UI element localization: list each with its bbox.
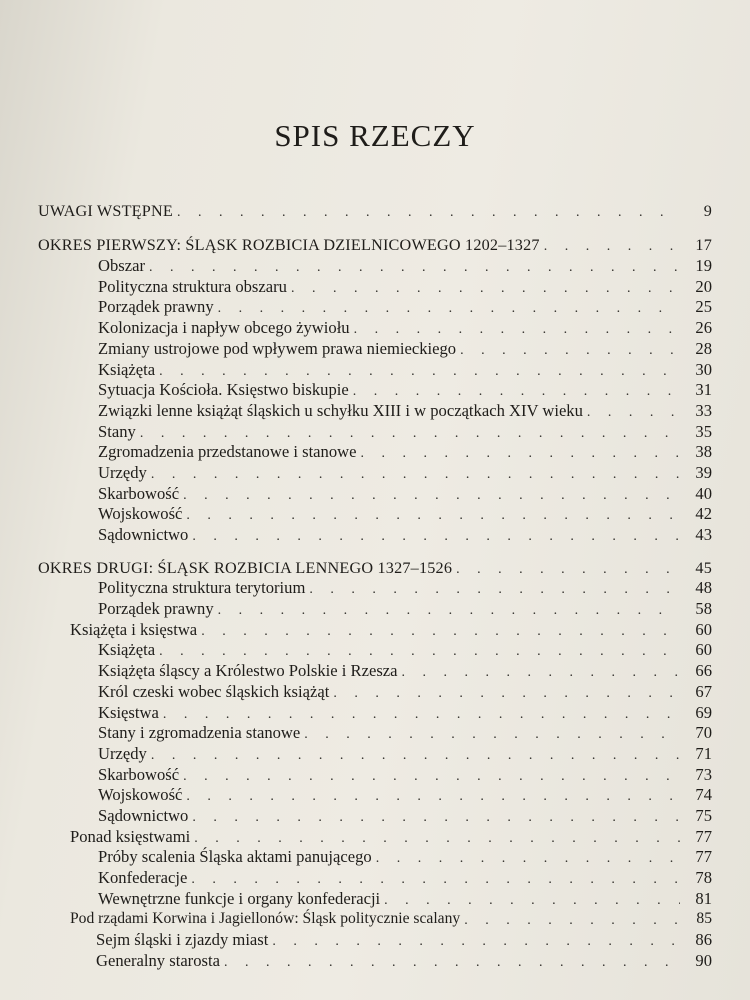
dot-leader — [159, 644, 680, 660]
dot-leader — [183, 769, 680, 785]
toc-entry-page: 77 — [695, 847, 712, 867]
toc-entry-label: Sejm śląski i zjazdy miast — [96, 930, 269, 950]
toc-entry-page: 43 — [695, 525, 712, 544]
toc-entry — [38, 297, 712, 318]
toc-entry-label: Sytuacja Kościoła. Księstwo biskupie — [98, 380, 349, 400]
dot-leader — [218, 301, 680, 317]
toc-entry-label: OKRES DRUGI: ŚLĄSK ROZBICIA LENNEGO 1327–1526 — [38, 558, 453, 577]
toc-entry — [38, 619, 712, 640]
toc-chapter — [38, 557, 712, 578]
dot-leader — [191, 872, 680, 888]
toc-chapter — [38, 235, 712, 256]
toc-entry — [38, 442, 712, 463]
toc-entry-page: 86 — [695, 930, 712, 950]
toc-entry-page: 78 — [695, 868, 712, 887]
toc-entry — [38, 421, 712, 442]
dot-leader — [333, 686, 680, 702]
toc-entry-label: Książęta śląscy a Królestwo Polskie i Rzesza — [98, 661, 398, 681]
dot-leader — [194, 831, 680, 847]
toc-entry-label: Porządek prawny — [98, 297, 214, 317]
toc-entry-label: UWAGI WSTĘPNE — [38, 201, 173, 220]
toc-entry-page: 58 — [695, 599, 712, 619]
toc-entry-label: Sądownictwo — [98, 805, 189, 825]
toc-entry-label: Wojskowość — [98, 504, 183, 524]
toc-entry — [38, 338, 712, 359]
toc-entry — [38, 504, 712, 525]
toc-entry-page: 19 — [695, 256, 712, 276]
dot-leader — [192, 810, 680, 826]
toc-entry — [38, 909, 712, 930]
toc-entry — [38, 524, 712, 545]
toc-entry-page: 31 — [695, 380, 712, 400]
toc-entry-page: 60 — [695, 619, 712, 639]
toc-entry-label: Polityczna struktura obszaru — [98, 276, 287, 296]
toc-entry — [38, 578, 712, 599]
toc-entry-page: 20 — [695, 276, 712, 296]
dot-leader — [384, 893, 680, 909]
toc-entry — [38, 785, 712, 806]
toc-entry-page: 60 — [695, 640, 712, 660]
toc-entry-page: 35 — [695, 421, 712, 441]
toc-entry — [38, 702, 712, 723]
toc-entry-label: Generalny starosta — [96, 950, 220, 970]
toc-entry-page: 67 — [695, 681, 712, 701]
toc-entry — [38, 805, 712, 826]
dot-leader — [291, 281, 680, 297]
toc-entry-label: Stany i zgromadzenia stanowe — [98, 723, 301, 743]
dot-leader — [192, 529, 680, 545]
dot-leader — [456, 562, 680, 578]
toc-entry-page: 30 — [695, 359, 712, 379]
toc-entry-label: Zmiany ustrojowe pod wpływem prawa niemieckiego — [98, 338, 457, 358]
toc-chapter — [38, 200, 712, 221]
toc-entry-page: 48 — [695, 578, 712, 598]
toc-entry-label: Skarbowość — [98, 764, 180, 784]
toc-entry-label: Związki lenne książąt śląskich u schyłku XIII i w początkach XIV wieku — [98, 400, 583, 420]
dot-leader — [360, 446, 680, 462]
toc-entry-page: 40 — [695, 483, 712, 503]
table-of-contents — [38, 200, 712, 971]
dot-leader — [464, 913, 680, 929]
dot-leader — [224, 955, 680, 971]
toc-entry-label: Kolonizacja i napływ obcego żywiołu — [98, 318, 350, 338]
toc-entry-label: Pod rządami Korwina i Jagiellonów: Śląsk politycznie scalany — [70, 910, 461, 928]
toc-entry — [38, 359, 712, 380]
dot-leader — [272, 934, 680, 950]
toc-entry-page: 9 — [703, 201, 712, 220]
toc-entry-label: Książęta i księstwa — [70, 619, 198, 639]
toc-entry-label: Ponad księstwami — [70, 826, 191, 846]
dot-leader — [186, 508, 680, 524]
toc-entry-label: Obszar — [98, 256, 145, 276]
toc-entry-page: 26 — [695, 318, 712, 338]
toc-entry-page: 85 — [696, 910, 712, 928]
toc-entry-label: Urzędy — [98, 743, 147, 763]
toc-entry — [38, 380, 712, 401]
toc-entry-label: Skarbowość — [98, 483, 180, 503]
toc-entry-page: 75 — [695, 805, 712, 825]
toc-entry-label: Konfederacje — [98, 868, 188, 887]
toc-entry-label: Urzędy — [98, 462, 147, 482]
dot-leader — [163, 707, 680, 723]
dot-leader — [304, 727, 680, 743]
dot-leader — [201, 624, 680, 640]
toc-entry — [38, 888, 712, 909]
toc-entry-page: 81 — [695, 888, 712, 908]
toc-entry-label: Porządek prawny — [98, 599, 214, 619]
toc-entry — [38, 400, 712, 421]
toc-entry — [38, 826, 712, 847]
page-title: SPIS RZECZY — [274, 118, 476, 153]
toc-entry-page: 33 — [695, 400, 712, 420]
toc-entry-page: 70 — [695, 723, 712, 743]
dot-leader — [151, 467, 680, 483]
toc-entry-page: 39 — [695, 462, 712, 482]
dot-leader — [353, 384, 680, 400]
toc-entry — [38, 723, 712, 744]
toc-entry — [38, 255, 712, 276]
toc-entry — [38, 598, 712, 619]
dot-leader — [354, 322, 680, 338]
dot-leader — [186, 789, 680, 805]
toc-entry — [38, 640, 712, 661]
toc-entry-page: 77 — [695, 826, 712, 846]
toc-entry — [38, 929, 712, 950]
dot-leader — [587, 405, 680, 421]
dot-leader — [218, 603, 680, 619]
toc-entry-label: Książęta — [98, 640, 156, 660]
toc-entry — [38, 483, 712, 504]
dot-leader — [159, 364, 680, 380]
toc-entry-label: Wewnętrzne funkcje i organy konfederacji — [98, 888, 381, 908]
toc-entry — [38, 867, 712, 888]
dot-leader — [149, 260, 680, 276]
toc-entry-label: Król czeski wobec śląskich książąt — [98, 681, 330, 701]
toc-entry-page: 66 — [695, 661, 712, 681]
toc-entry-page: 38 — [695, 442, 712, 462]
toc-entry-label: Próby scalenia Śląska aktami panującego — [98, 847, 372, 867]
dot-leader — [177, 205, 680, 221]
toc-entry — [38, 462, 712, 483]
toc-entry-label: Książęta — [98, 359, 156, 379]
toc-entry-page: 42 — [695, 504, 712, 524]
toc-entry-label: Wojskowość — [98, 785, 183, 805]
toc-entry — [38, 276, 712, 297]
toc-entry-label: Zgromadzenia przedstanowe i stanowe — [98, 442, 357, 462]
section-gap — [38, 221, 712, 235]
toc-entry-label: Stany — [98, 421, 136, 441]
toc-entry-page: 73 — [695, 764, 712, 784]
toc-entry-label: Sądownictwo — [98, 525, 189, 544]
toc-entry — [38, 764, 712, 785]
toc-entry-page: 90 — [695, 950, 712, 970]
dot-leader — [544, 239, 680, 255]
toc-entry-page: 17 — [695, 236, 712, 255]
dot-leader — [309, 582, 680, 598]
dot-leader — [460, 343, 680, 359]
toc-entry-label: Polityczna struktura terytorium — [98, 578, 306, 598]
toc-entry — [38, 660, 712, 681]
toc-entry-page: 28 — [695, 338, 712, 358]
toc-entry-page: 74 — [695, 785, 712, 805]
toc-entry-label: Księstwa — [98, 702, 159, 722]
section-gap — [38, 545, 712, 557]
dot-leader — [402, 665, 680, 681]
toc-entry — [38, 743, 712, 764]
toc-entry-label: OKRES PIERWSZY: ŚLĄSK ROZBICIA DZIELNICOWEGO 1202–1327 — [38, 236, 540, 255]
toc-entry-page: 45 — [695, 558, 712, 577]
toc-entry — [38, 847, 712, 868]
dot-leader — [140, 426, 680, 442]
toc-entry — [38, 317, 712, 338]
toc-entry-page: 71 — [695, 743, 712, 763]
dot-leader — [376, 851, 680, 867]
toc-entry-page: 69 — [695, 702, 712, 722]
toc-entry-page: 25 — [695, 297, 712, 317]
dot-leader — [183, 488, 680, 504]
dot-leader — [151, 748, 680, 764]
toc-entry — [38, 950, 712, 971]
toc-entry — [38, 681, 712, 702]
